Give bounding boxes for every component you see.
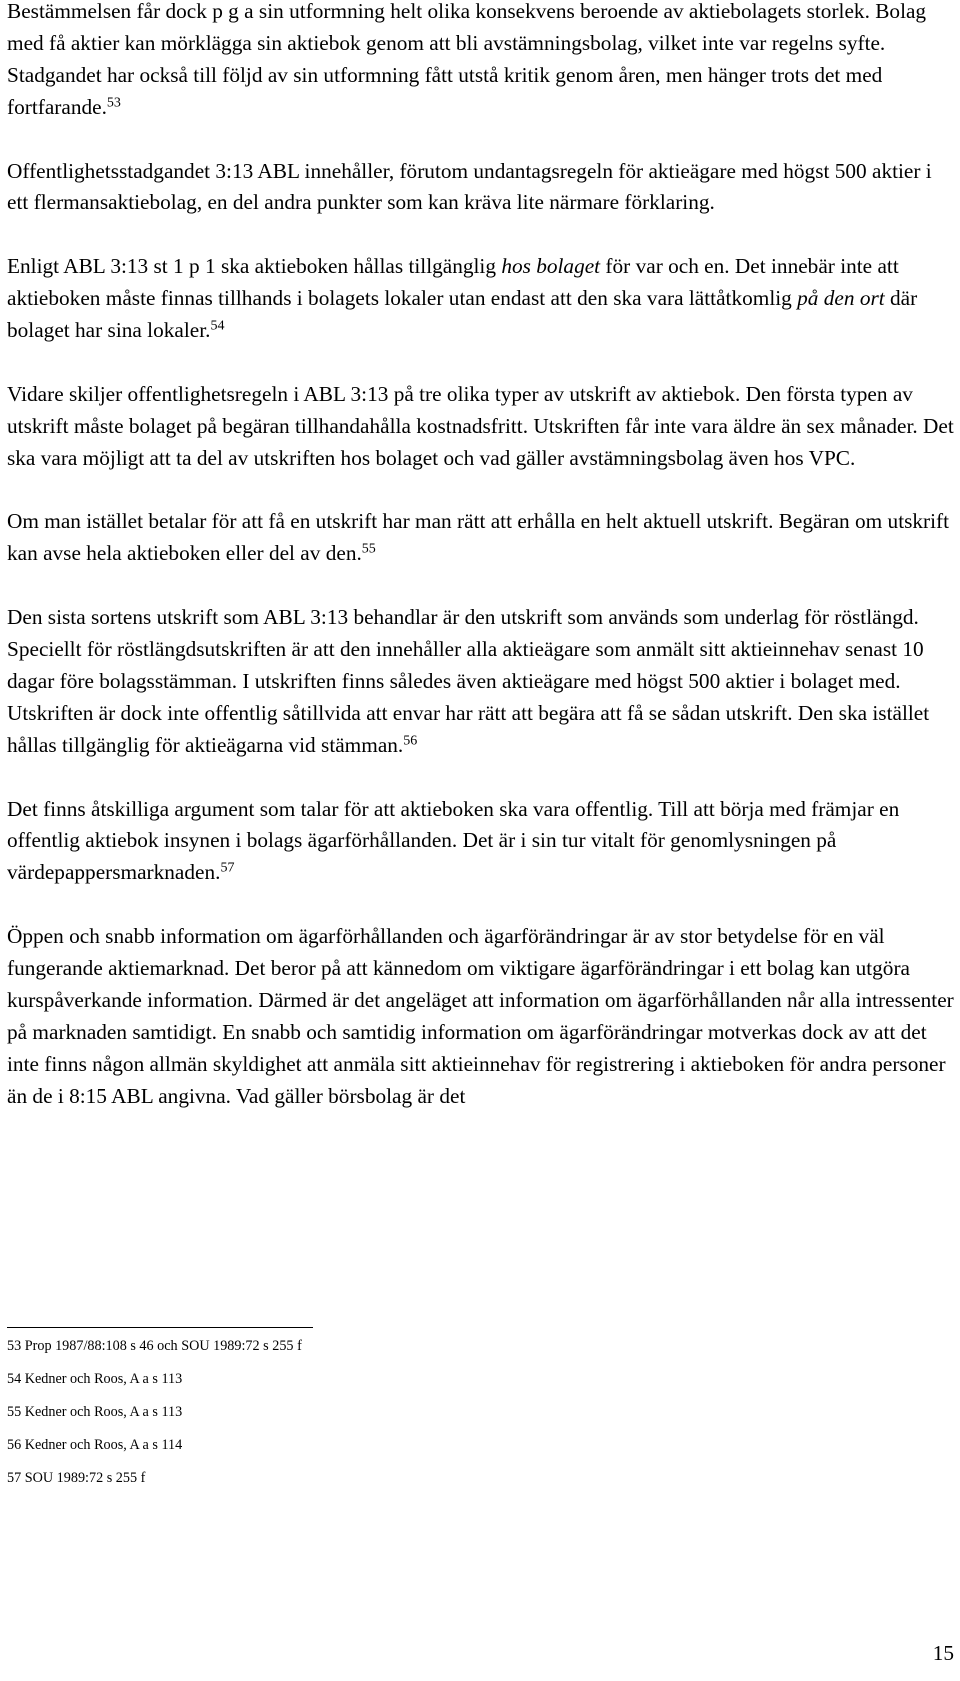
footnote: 53 Prop 1987/88:108 s 46 och SOU 1989:72 s 255 f <box>7 1338 302 1354</box>
text-run: Det finns åtskilliga argument som talar för att aktieboken ska vara offentlig. Till att börja med främjar en offentlig aktiebok insynen i bolags ägarförhållanden. Det är i sin tur vitalt för genomlysningen på värdepappersmarknaden. <box>7 796 900 885</box>
paragraph <box>7 602 957 762</box>
text-run: Enligt ABL 3:13 st 1 p 1 ska aktieboken hållas tillgänglig <box>7 254 502 279</box>
footnote: 54 Kedner och Roos, A a s 113 <box>7 1371 183 1387</box>
footnote-reference: 57 <box>220 860 235 876</box>
emphasis-text: hos bolaget <box>501 254 601 279</box>
text-run: Öppen och snabb information om ägarförhållanden och ägarförändringar är av stor betydelse för en väl fungerande aktiemarknad. Det beror på att kännedom om viktigare ägarförändringar i ett bolag kan utgöra kurspåverkande information. Därmed är det angeläget att information om ägarförhållanden når alla intressenter på marknaden samtidigt. En snabb och samtidig information om ägarförändringar motverkas dock av att det inte finns någon allmän skyldighet att anmäla sitt aktieinnehav för registrering i aktieboken för andra personer än de i 8:15 ABL angivna. Vad gäller börsbolag är det <box>7 924 954 1108</box>
footnote-reference: 55 <box>361 541 376 557</box>
footnote-reference: 54 <box>210 318 225 334</box>
paragraph <box>7 0 957 124</box>
text-run: Offentlighetsstadgandet 3:13 ABL innehåller, förutom undantagsregeln för aktieägare med högst 500 aktier i ett flermansaktiebolag, en del andra punkter som kan kräva lite närmare förklaring. <box>7 158 932 215</box>
text-run: Om man istället betalar för att få en utskrift har man rätt att erhålla en helt aktuell utskrift. Begäran om utskrift kan avse hela aktieboken eller del av den. <box>7 509 950 566</box>
footnote: 55 Kedner och Roos, A a s 113 <box>7 1404 183 1420</box>
paragraph <box>7 921 957 1112</box>
paragraph <box>7 251 957 347</box>
footnote-reference: 53 <box>106 95 121 111</box>
footnotes <box>7 1330 607 1495</box>
text-run: Den sista sortens utskrift som ABL 3:13 behandlar är den utskrift som används som underlag för röstlängd. Speciellt för röstlängdsutskriften är att den innehåller alla aktieägare som anmält sitt aktieinnehav senast 10 dagar före bolagsstämman. I utskriften finns således även aktieägare med högst 500 aktier i bolaget med. Utskriften är dock inte offentlig såtillvida att envar har rätt att begära att få se sådan utskrift. Den ska istället hållas tillgänglig för aktieägarna vid stämman. <box>7 605 930 757</box>
footnote: 57 SOU 1989:72 s 255 f <box>7 1470 146 1486</box>
text-run: Vidare skiljer offentlighetsregeln i ABL 3:13 på tre olika typer av utskrift av aktiebok. Den första typen av utskrift måste bolaget på begäran tillhandahålla kostnadsfritt. Utskriften får inte vara äldre än sex månader. Det ska vara möjligt att ta del av utskriften hos bolaget och vad gäller avstämningsbolag även hos VPC. <box>7 381 954 470</box>
footnote: 56 Kedner och Roos, A a s 114 <box>7 1437 183 1453</box>
paragraph <box>7 506 957 570</box>
text-run: för var och en. Det innebär inte att aktieboken måste finnas tillhands i bolagets lokaler utan endast att den ska vara lättåtkomlig <box>7 254 899 311</box>
paragraph <box>7 794 957 890</box>
footnote-separator <box>7 1327 313 1328</box>
body-text <box>7 0 957 1113</box>
footnote-reference: 56 <box>403 733 418 749</box>
page-number: 15 <box>932 1641 954 1665</box>
text-run: där bolaget har sina lokaler. <box>7 286 918 343</box>
paragraph <box>7 156 957 220</box>
emphasis-text: på den ort <box>797 286 885 311</box>
text-run: Bestämmelsen får dock p g a sin utformning helt olika konsekvens beroende av aktiebolagets storlek. Bolag med få aktier kan mörklägga sin aktiebok genom att bli avstämningsbolag, vilket inte var regelns syfte. Stadgandet har också till följd av sin utformning fått utstå kritik genom åren, men hänger trots det med fortfarande. <box>7 0 927 119</box>
paragraph <box>7 379 957 475</box>
